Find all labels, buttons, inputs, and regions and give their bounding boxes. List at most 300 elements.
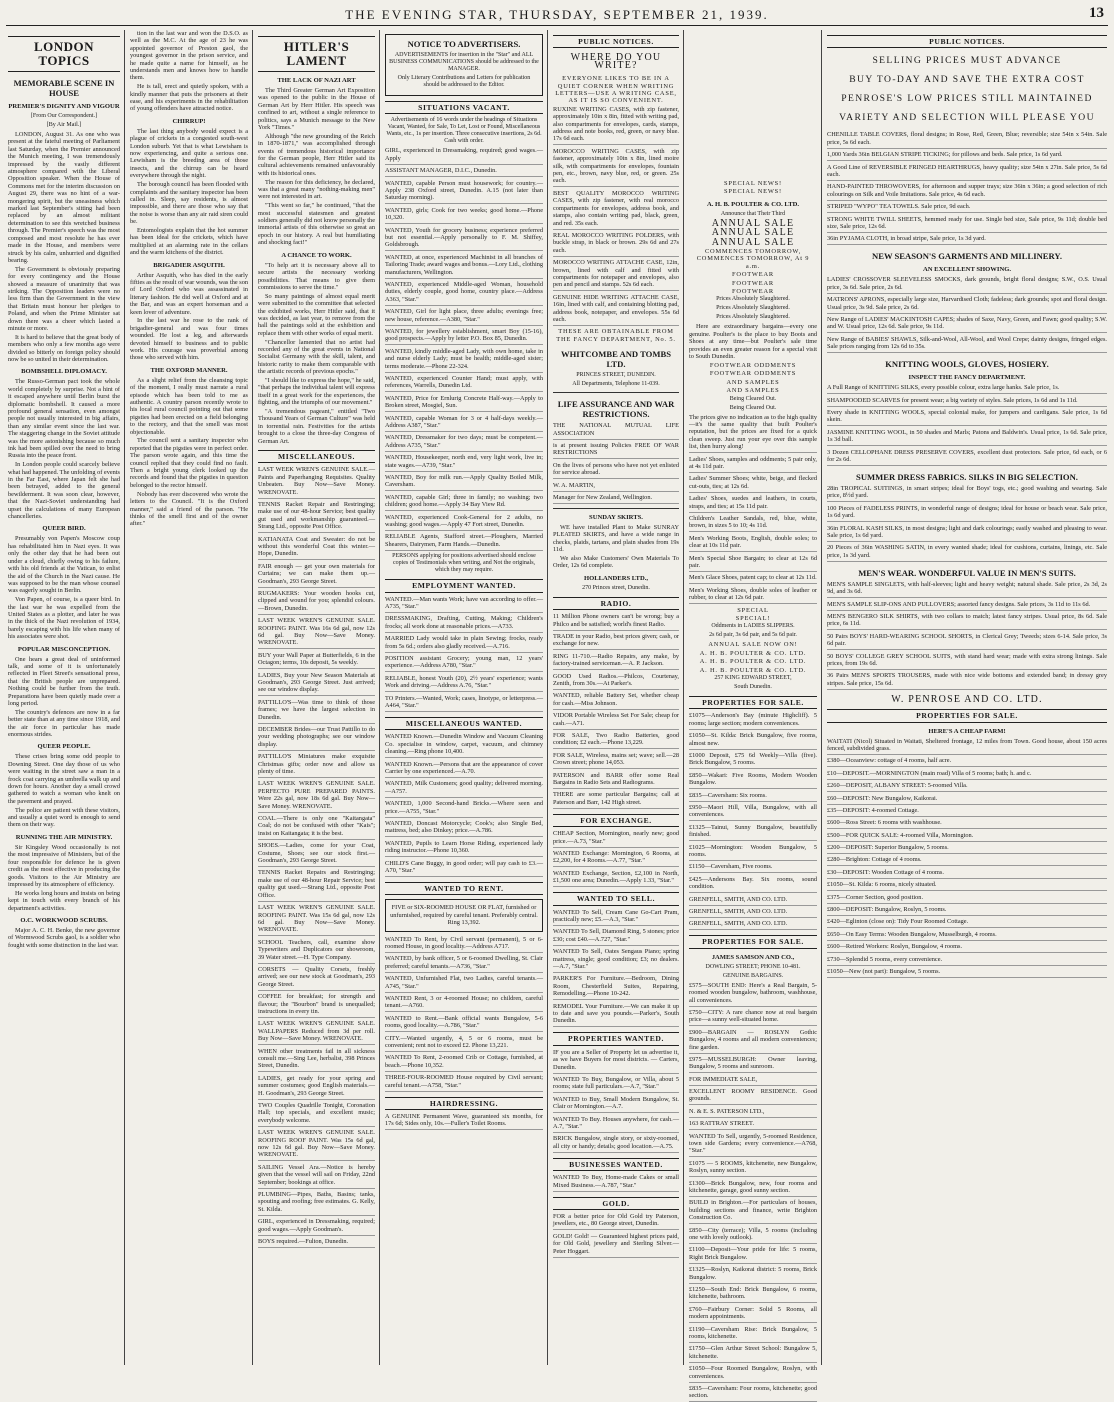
property-ad: GRENFELL, SMITH, AND CO. LTD. [689,920,817,930]
property-ad: £425—Andersons Bay. Six rooms, sound condition. [689,876,817,893]
paragraph: Von Papen, of course, is a queer bird. In the last war he was expelled from the United States as a plotter, and later he was in the thick of the Nazi revolution of 1934, barely escaping with his life when many of his associates were shot. [8,596,120,641]
property-ad: £1100—Deposit—Your pride for life: 5 rooms, Right Brick Bungalow. [689,1246,817,1263]
sale-item: Ladies' Shoes, samples and oddments; 5 pair only, at 4s 11d pair. [689,456,817,473]
paragraph: He works long hours and insists on being kept in touch with every branch of his department's activities. [8,889,120,912]
classified-ad: FAIR enough — get your own materials for Curtains; we can make them up.—Goodman's, 293 George Street. [258,563,375,588]
paragraph: Arthur Asquith, who has died in the early fifties as the result of war wounds, was the son of Lord Oxford who was assassinated in literary fashion. He did well at Oxford and at the Bar, and was an expert horseman and a keen lover of adventure. [130,271,248,316]
writing-case-item: MOROCCO WRITING CASES, with zip fastener, approximately 10in x 8in, lined moire silk, with compartments for envelopes, fountain pen, etc., brown, navy blue, red, or green. 25s each. [553,148,679,188]
classified-ad: LAST WEEK WREN'S GENUINE SALE. ROOFING PAINT. Was 16s 6d gal, now 12s 6d gal. Buy Now—Save Money. WRENOVATE. [258,617,375,649]
classified-ad: WANTED, Unfurnished Flat, two Ladies, careful tenants.—A745, "Star." [385,975,543,992]
article-headline: HITLER'S LAMENT [258,36,375,72]
classified-ad: LAST WEEK WREN'S GENUINE SALE. ROOFING ROOF PAINT. Was 15s 6d gal, now 12s 6d gal. Buy Now—Save Money. WRENOVATE. [258,1129,375,1161]
notice-body-2: Only Literary Contributions and Letters for publication should be addressed to the Editor. [397,75,531,88]
paragraph: The council sent a sanitary inspector who reported that the pigsties were in perfect order. The parson wrote again, and this time the council replied that they could find no fault. Then a bright young clerk looked up the records and found that the pigsties in question belonged to the rector himself. [130,437,248,489]
property-ad: £375—Corner Section, good position. [827,894,1107,904]
paragraph: The borough council has been flooded with complaints and the sanitary inspector has been called in. Sleep, say residents, is almost impossible, and there are those who say that the noise is worse than any air raid siren could be. [130,181,248,226]
property-ad: GRENFELL, SMITH, AND CO. LTD. [689,896,817,906]
property-ad: £575—SOUTH END: Here's a Real Bargain, 5-roomed wooden bungalow, bathroom, washhouse, all conveniences. [689,982,817,1007]
commences: COMMENCES TOMORROW, COMMENCES TOMORROW, At 9 a.m. [696,248,810,270]
classified-ad: WANTED.—Man wants Work; have van according to offer.—A735, "Star." [385,596,543,613]
property-ad: £1190—Caversham Rise: Brick Bungalow, 5 rooms, kitchenette. [689,1326,817,1343]
writing-case-item: BEST QUALITY MOROCCO WRITING CASES, with zip fastener, with real morocco compartments for envelopes, address book, and stamps, also contain writing pad, black, green, and red. 35s each. [553,190,679,230]
classified-ad: WANTED, for jewellery establishment, smart Boy (15-16), good prospects.—Apply by letter P.O. Box 85, Dunedin. [385,328,543,345]
paragraph: In London people could scarcely believe what had happened. The unfolding of events in the Far East, where Japan felt she had been betrayed, added to the general bewilderment. It was soon clear, however, that the Nazi-Soviet understanding had upset the calculations of many European chancelleries. [8,461,120,521]
classified-ad: SHOES.—Ladies, come for your Coat, Costume, Shoes; see our stock first.—Goodman's, 293 George Street. [258,842,375,867]
sale-item: A Full Range of KNITTING SILKS, every possible colour, extra large hanks. Sale price, 1s. [827,384,1107,394]
paragraph: He is tall, erect and quietly spoken, with a kindly manner that puts the prisoners at their ease, and his experiments in the rehabilitation of young offenders have attracted notice. [130,83,248,113]
section-subheading: AN EXCELLENT SHOWING. [923,266,1011,274]
classified-ad: WANTED, Boy for milk run.—Apply Quality Boiled Milk, Caversham. [385,474,543,491]
special-news-2: SPECIAL NEWS! [724,188,782,196]
property-ad: £800—DEPOSIT: Bungalow, Roslyn, 5 rooms. [827,906,1107,916]
classified-ad: WANTED To Buy, Home-made Cakes or small Mixed Business.—A.787, "Star." [553,1174,679,1191]
classified-list [258,466,375,1248]
classified-ad: KATIANATA Coat and Sweater: do not be without this wonderful Coat this winter.—Hope, Dunedin. [258,536,375,561]
newspaper-title: THE EVENING STAR, THURSDAY, SEPTEMBER 21, 1939. [345,7,769,22]
oddments: FOOTWEAR ODDMENTS [709,370,797,378]
column-rule [547,30,548,1365]
property-ad: £1150—Caversham, Five rooms. [689,863,817,873]
paragraph: In the last war he rose to the rank of brigadier-general and was four times wounded. He lost a leg, and afterwards devoted himself to business and to public work. His courage was proverbial among those who served with him. [130,317,248,362]
column-rule [252,30,253,1365]
sale-item: 20 Pieces of 36in WASHING SATIN, in every wanted shade; ideal for cushions, curtains, linings, etc. Sale price, 1s 3d yard. [827,544,1107,561]
paragraph: WE have installed Plant to Make SUNRAY PLEATED SKIRTS, and have a wide range in checks, plaids, tartans, and plain shades from 19s 11d. [553,523,679,554]
property-ad: £1050—St. Kilda: Brick Bungalow, five rooms, almost new. [689,732,817,749]
hollanders-name: HOLLANDERS LTD., [583,574,649,582]
classified-ad: LAST WEEK WREN'S GENUINE SALE. PERFECTO PURE PREPARED PAINTS. Were 22s gal, now 18s 6d gal. Buy Now—Save Money. WRENOVATE. [258,780,375,812]
section-heading-employment: EMPLOYMENT WANTED. [385,579,543,592]
paragraph: We also Make Customers' Own Materials To Order, 12s 6d complete. [553,554,679,570]
paragraph: Here are extraordinary bargains—every one genuine. Poulter's is the place to buy Boots and Shoes at any time—but Poulter's sale time provides an even greater reason for a special visit to South Dunedin. [689,323,817,361]
classified-ad: DECEMBER Brides—our Trust Pattillo to do your wedding photographs; see our window display. [258,726,375,751]
property-ad: £730—Splendid 5 rooms, every convenience. [827,956,1107,966]
classified-ad: COFFEE for breakfast; for strength and flavour; the "Bourbon" brand is unequalled; instructions in every tin. [258,993,375,1018]
headline-line: BUY TO-DAY AND SAVE THE EXTRA COST [849,74,1085,86]
page-number: 13 [1089,5,1104,21]
classified-ad: WANTED, Milk Customers; good quality; delivered morning.—A757. [385,780,543,797]
property-ad: WANTED To Sell, urgently, 5-roomed Residence, town side Gardens; every convenience.—A768, "Star." [689,1133,817,1158]
classified-ad: FOR SALE, Wireless, mains set; wave; sell.—28 Crown street; phone 14,053. [553,752,679,769]
classified-ad: WANTED, experienced Counter Hand; must apply, with references, Warrells, Dunedin Ltd. [385,375,543,392]
writing-case-item: REAL MOROCCO WRITING FOLDERS, with buckle strap, in black or brown. 29s 6d and 27s each. [553,232,679,257]
classified-ad: WANTED, Doncast Motorcycle; Cook's; also Single Bed, mattress, bed; also Dinkey; price.—A.786. [385,820,543,837]
paragraph: The last thing anybody would expect is a plague of crickets in a congested south-west London suburb. Yet that is what Lewisham is now experiencing, and quite a serious one. Lewisham is the breeding area of those insects, and the chirrup can be heard everywhere through the night. [130,127,248,180]
classified-ad: WANTED, Housekeeper, north end, very light work, live in; state wages.—A739, "Star." [385,454,543,471]
section-heading: QUEER PEOPLE. [37,743,91,751]
footwear: FOOTWEAR [732,288,774,296]
divider [553,392,679,393]
sale-item: 36in FLORAL KASH SILKS, in most designs; light and dark colourings; easily washed and pleasing to wear. Sale price, 1s 6d yard. [827,525,1107,542]
classified-ad: WANTED, capable Person must housework; for country.—Apply 238 Oxford street, Dunedin. A.15 (not later than Saturday morning). [385,180,543,205]
classified-ad: WANTED, Youth for grocery business; experience preferred but not essential.—Apply personally to F. M. Shiffey, Goldsbrough. [385,227,543,252]
special-news: SPECIAL NEWS! [724,180,782,187]
classified-ad: PLUMBING—Pipes, Baths, Basins; tanks, spouting and roofing; free estimates. G. Kelly, St. Kilda. [258,1191,375,1216]
property-ad: £650—On Easy Terms: Wooden Bungalow, Musselburgh, 4 rooms. [827,931,1107,941]
section-heading-misc-wanted: MISCELLANEOUS WANTED. [385,717,543,730]
footwear: FOOTWEAR [732,279,774,287]
sale-item: STRIPED "WYPO" TEA TOWELS. Sale price, 9d each. [827,203,1107,213]
classified-ad: BOYS required.—Fulton, Dunedin. [258,1238,375,1248]
sale-item: 36 Pairs MEN'S SPORTS TROUSERS, made with nice wide bottoms and extended band; in dressy grey stripes. Sale price, 15s 6d. [827,672,1107,689]
sale-item: MEN'S SAMPLE SINGLETS, with half-sleeves; light and heavy weight; natural shade. Sale price, 2s 3d, 2s 9d, and 3s 6d. [827,581,1107,598]
byline-mail: [By Air Mail.] [46,122,82,128]
sale-item: The prices give no indication as to the high quality—it's the same quality that built Poulter's reputation, but the prices are fixed for a quick clean sweep. Just run your eye over this sample list, then hurry along! [689,414,817,454]
section-heading: MEN'S WEAR. WONDERFUL VALUE IN MEN'S SUITS. [858,567,1076,578]
sale-item: 1,000 Yards 36in BELGIAN STRIPE TICKING; for pillows and beds. Sale price, 1s 6d yard. [827,151,1107,161]
classified-ad: WANTED To Buy. Houses anywhere, for cash.—A.7, "Star." [553,1116,679,1133]
classified-ad: WANTED To Sell, Cream Cane Go-Cart Pram, practically new; £5.—A.3, "Star." [553,909,679,926]
sale-item-list [827,276,1107,353]
property-ad: £30—DEPOSIT: Wooden Cottage of 4 rooms. [827,869,1107,879]
property-ad: £380—Oceanview: cottage of 4 rooms, half acre. [827,757,1107,767]
column-rule [683,30,684,1365]
section-heading: O.C. WORKWOOD SCRUBS. [20,916,108,924]
classified-ad: RUGMAKERS: Your wooden hooks cut, clipped and wound for you; splendid colours.—Brown, Dunedin. [258,590,375,615]
classified-ad: WANTED To Buy, Bungalow, or Villa, about 5 rooms; state full particulars.—A.7, "Star." [553,1076,679,1093]
oddments-slippers: Oddments in LADIES SLIPPERS. [711,623,795,630]
classified-ad: WANTED, Price for Ernlurig Concrete Half-way.—Apply to Broken street, Mosgiel, Sun. [385,395,543,412]
paragraph: The police are patient with these visitors, and usually a quiet word is enough to send them on their way. [8,806,120,829]
classified-ad: WANTED to Rent.—Bank official wants Bungalow, 5-6 rooms, good locality.—A.786, "Star." [385,1015,543,1032]
classified-ad: TENNIS Racket Repairs and Restringing; make use of our 48-hour Repair Service; best quality gut used.—Strang Ltd., opposite Post Office. [258,869,375,901]
classified-ad: 11 Million Phone owners can't be wrong; buy a Philco and be satisfied; world's finest Radio. [553,613,679,630]
classified-ad: GIRL, experienced in Dressmaking, required; good wages.—Apply [385,147,543,164]
property-ad: £975—MUSSELBURGH: Owner leaving, Bungalow, 5 rooms and sunroom. [689,1056,817,1073]
oddments: FOOTWEAR ODDMENTS [709,361,797,369]
sale-item: Men's Special Shoe Bargain; to clear at 12s 6d pair. [689,555,817,572]
article-subhead-2: PREMIER'S DIGNITY AND VIGOUR [8,103,120,110]
sale-item: HAND-PAINTED THROWOVERS, for afternoon and supper trays; size 36in x 36in; a good selection of rich colourings on Silk and Voile Imitations. Sale price, 4s 6d each. [827,183,1107,200]
section-heading: BRIGADIER ASQUITH. [153,261,225,269]
prices-line: Prices Absolutely Slaughtered. [716,314,790,321]
life-body-line: is at present issuing Policies FREE OF WAR RESTRICTIONS [553,442,679,459]
property-list [689,982,817,1402]
sale-item: STRONG WHITE TWILL SHEETS, hemmed ready for use. Single bed size, Sale price, 9s 11d; double bed size, Sale price, 12s 6d. [827,216,1107,233]
section-heading-public-notices: PUBLIC NOTICES. [827,35,1107,48]
sale-now-on: ANNUAL SALE NOW ON! [708,641,798,649]
life-body [553,422,679,504]
poulter-name: A. H. B. POULTER & CO. LTD. [699,649,807,657]
section-heading: POPULAR MISCONCEPTION. [17,645,111,653]
property-ad: WAITATI (Nicol) Situated in Waitati, Sheltered frontage, 12 miles from Town. Good house, about 150 acres fenced, subdivided grass. [827,738,1107,755]
classified-ad: TO Printers.—Wanted, Work; cases, linotype, or letterpress.—A464, "Star." [385,695,543,712]
section-heading-exchange: FOR EXCHANGE. [553,814,679,827]
property-ad: £850—Wakari: Five Rooms, Modern Wooden Bungalow. [689,772,817,789]
sale-item: 28in TROPICAL SUITINGS, in smart stripes; ideal for Boys' togs, etc.; good washing and wearing. Sale price, 8½d yard. [827,485,1107,502]
fancy-dept: THESE ARE OBTAINABLE FROM THE FANCY DEPARTMENT, No. 5. [556,328,676,343]
classified-ad: WANTED, reliable Battery Set, whether cheap for cash.—Miss Johnson. [553,692,679,709]
classified-ad: WANTED, at once, experienced Machinist in all branches of Tailoring Trade; award wages and bonus.—Lory Ltd., clothing manufacturers, Wellington. [385,254,543,279]
life-body-line: Manager for New Zealand, Wellington. [553,494,679,504]
property-ad: £1075—Anderson's Bay (minute Highcliff). 5 rooms; large section; modern conveniences. [689,712,817,729]
property-ad: £1750—Glen Arthur Street School: Bungalow 5, kitchenette. [689,1345,817,1362]
paragraph: The Government is obviously preparing for every contingency and the House showed a measure of unanimity that was striking. The Opposition leaders were no less firm than the Government in the view that Britain must honour her pledges to Poland, and when the Prime Minister sat down there was a cheer which lasted a minute or more. [8,265,120,332]
sale-item: LADIES' CROSSOVER SLEEVELESS SMOCKS, dark grounds, bright floral designs; S.W., O.S. Usual price, 3s 6d. Sale price, 2s 6d. [827,276,1107,293]
prices-line: Prices Absolutely Slaughtered. [716,296,790,303]
classified-list [385,936,543,1092]
writing-case-item: RUXINE WRITING CASES, with zip fastener, approximately 10in x 8in, fitted with writing pad, also compartments for envelopes, cards, stamps, address and note books, red, green, or navy blue. 17s 6d each. [553,106,679,146]
rent-box [385,899,543,931]
classified-list [553,1213,679,1258]
sale-item: 50 Pairs BOYS' HARD-WEARING SCHOOL SHORTS, in Clerical Grey; Tweeds; sizes 6-14. Sale price, 3s 6d pair. [827,633,1107,650]
section-heading: THE OXFORD MANNER. [150,366,228,374]
section-heading: RUNNING THE AIR MINISTRY. [15,833,113,841]
classified-ad: RELIABLE Agents, Stafford street.—Ploughers, Married Shearers, Dairymen, Farm Hands.—Dunedin. [385,533,543,550]
classified-list [385,147,543,550]
paragraph: Presumably von Papen's Moscow coup has rehabilitated him in Nazi eyes. It was only the other day that he had been out under a cloud, chiefly owing to his failure, with his old friends at the Vatican, to enlist the aid of the Church in the Nazi cause. He was supposed to be the man whose counsel was eagerly sought in Berlin. [8,535,120,595]
headline-line: SELLING PRICES MUST ADVANCE [872,55,1062,67]
column-hitlers-lament [258,30,375,1365]
classified-ad: WANTED, kindly middle-aged Lady, with own home, take in and nurse elderly Lady; must be health; middle-aged sister; terms moderate.—Phone 22-324. [385,348,543,373]
property-ad: £750—CITY: A rare chance now at real bargain price—a sunny well-situated home. [689,1009,817,1026]
classified-ad: THERE are some particular Bargains; call at Paterson and Barr, 142 High street. [553,791,679,808]
property-ad: £600—Ross Street: 6 rooms with washhouse. [827,819,1107,829]
classified-ad: LADIES, get ready for your spring and summer costumes; good English materials.—H. Goodman's, 293 George Street. [258,1075,375,1100]
classified-ad: WANTED Rent, 3 or 4-roomed House; no children, careful tenant.—A760. [385,995,543,1012]
property-ad: £280—Brighton: Cottage of 4 rooms. [827,856,1107,866]
property-ad: £420—Eglinton (close on): Tidy Four Roomed Cottage. [827,918,1107,928]
classified-ad: WANTED, girls; Cook for two weeks; good home.—Phone 10,320. [385,207,543,224]
classified-ad: A GENUINE Permanent Wave, guaranteed six months, for 17s 6d; Sides only, 10s.—Fuller's Toilet Rooms. [385,1113,543,1130]
prices-line: Prices Absolutely Slaughtered. [716,305,790,312]
property-ad: £35—DEPOSIT: 4-roomed Cottage. [827,807,1107,817]
property-ad: £1300—Brick Bungalow, new, four rooms and kitchenette, garage, good sunny section. [689,1180,817,1197]
classified-ad: RING 11-710.—Radio Repairs, any make, by factory-trained serviceman.—A. P. Jackson. [553,653,679,670]
classified-ad: THREE-FOUR-ROOMED House required by Civil servant; careful tenant.—A758, "Star." [385,1074,543,1091]
paragraph: The reason for this deficiency, he declared, was that a great many "nothing-making men" were not interested in art. [258,178,375,201]
column-public-notices [553,30,679,1365]
property-ad: £1250—South End: Brick Bungalow, 6 rooms, kitchenette, bathroom. [689,1286,817,1303]
sunday-heading: SUNDAY SKIRTS. [589,513,643,521]
paragraph: tion in the last war and won the D.S.O. as well as the M.C. At the age of 23 he was appointed governor of Preston gaol, the youngest governor in the prison service, and he made quite a name for himself, as he understands men and knows how to handle them. [130,30,248,82]
classified-ad: WANTED, capable Woman for 3 or 4 half-days weekly.—Address A387, "Star." [385,415,543,432]
samson-name: JAMES SAMSON AND CO., [711,953,795,961]
sale-item: A Good Line of REVERSIBLE FRINGED HEARTHRUGS, heavy quality; size 54in x 27in. Sale price, 5s 6d each. [827,164,1107,181]
poulter-name: A. H. B. POULTER & CO. LTD. [699,666,807,674]
section-heading-properties-wanted: PROPERTIES WANTED. [553,1032,679,1045]
classified-ad: VIDOR Portable Wireless Set For Sale; cheap for cash.—A71. [553,712,679,729]
property-ad: £10—DEPOSIT.—MORNINGTON (main road) Villa of 5 rooms; bath; h. and c. [827,770,1107,780]
section-heading: QUEER BIRD. [42,525,86,533]
poulter-address-2: South Dunedin. [734,683,772,690]
paragraph: These crises bring some odd people to Downing Street. One day those of us who were waiting in the street saw a man in a frock coat carrying an umbrella walk up and down for hours. Another day a small crowd gathered to watch a woman who knelt on the pavement and prayed. [8,753,120,805]
classified-ad: BUY your Wall Paper at Butterfields, 6 in the Octagon; terms, 10s deposit, 5s weekly. [258,652,375,669]
paragraph: Sir Kingsley Wood occasionally is not the most impressive of Ministers, but of the four responsible for defence he is given credit as the most effective in producing the goods. Visitors to the Air Ministry are impressed by its atmosphere of efficiency. [8,843,120,888]
sale-item: New Range of BABIES' SHAWLS, Silk-and-Wool, All-Wool, and Wool Crepe; dainty designs, fringed edges. Sale prices ranging from 12s 6d to 35s. [827,336,1107,353]
classified-list [553,909,679,1028]
sale-item: SHAMPOODED SCARVES for present wear; a big variety of styles. Sale prices, 1s 6d and 1s 11d. [827,397,1107,407]
classified-ad: POSITION assistant Grocery; young man, 12 years' experience.—Address A780, "Star." [385,655,543,672]
paragraph: The country's defences are now in a far better state than at any time since 1918, and the air force in particular has made enormous strides. [8,708,120,739]
classified-ad: TWO Couples Quadrille Tonight, Coronation Hall; top specials, and excellent music; everybody welcome. [258,1102,375,1127]
property-list [827,738,1107,978]
sale-item: JASMINE KNITTING WOOL, in 50 shades and Marls; Patons and Baldwin's. Usual price, 1s 6d. Sale price, 1s 3d ball. [827,429,1107,446]
classified-ad: COAL.—There is only one "Kaitangata" Coal; do not be confused with other "Kais"; insist on Kaitangata; it is the best. [258,815,375,840]
sale-item: Men's Working Shoes, double soles of leather or rubber, to clear at 12s 6d pair. [689,587,817,604]
classified-ad: TRADE in your Radio, best prices given; cash, or exchange for new. [553,633,679,650]
column-rule [821,30,822,1365]
paragraph: "This went so far," he continued, "that the most successful statesmen and greatest soldiers generally did not know personally the immortal artists of this otherwise so great an epoch in our history. A real but humiliating and shocking fact!" [258,202,375,247]
classified-ad: WANTED, Pupils to Learn Horse Riding, experienced lady riding instructor.—Phone 10,360. [385,840,543,857]
column-london-topics [8,30,120,1365]
classified-ad: TENNIS Racket Repair and Restringing; make use of our 48-hour Service; best quality gut used and workmanship guaranteed.—Strang Ltd., opposite Post Office. [258,501,375,533]
writing-case-list [553,106,679,326]
headline-line: PENROSE'S LOW PRICES STILL MAINTAINED [841,93,1093,105]
classified-ad: IF you are a Seller of Property let us advertise it, as we have Buyers for most districts. — Carters, Dunedin. [553,1049,679,1074]
sale-item: 100 Pieces of FADELESS PRINTS, in wonderful range of designs; ideal for house or beach wear. Sale price, 1s 6d yard. [827,505,1107,522]
masthead [6,4,1108,26]
sale-item-list [827,384,1107,466]
section-heading-properties-3: PROPERTIES FOR SALE. [827,709,1107,722]
applicants-note: PERSONS applying for positions advertised should enclose copies of Testimonials when writing, and Not the originals, which they may require. [392,553,536,574]
classified-ad: REMODEL Your Furniture.—We can make it up to date and save you pounds.—Parker's, South Dunedin. [553,1003,679,1028]
property-ad: £260—DEPOSIT, ALBANY STREET: 5-roomed Villa. [827,782,1107,792]
cleared: Being Cleared Out. [729,404,777,411]
classified-ad: GOOD Used Radios.—Philcos, Courtenay, Zenith, from 30s.—At Parker's. [553,673,679,690]
classified-list [385,596,543,712]
notice-title: NOTICE TO ADVERTISERS. [407,39,521,49]
special: SPECIAL! [735,614,771,622]
life-body-line: On the lives of persons who have not yet enlisted for service abroad. [553,462,679,479]
property-ad: £835—Caversham: Six rooms. [689,792,817,802]
column-rule [379,30,380,1365]
sale-item: 36in PYJAMA CLOTH, in broad stripe, Sale price, 1s 3d yard. [827,235,1107,245]
classified-ad: MARRIED Lady would take in plain Sewing; frocks, ready from 5s 6d.; orders also gladly received.—A.716. [385,635,543,652]
section-heading-public-notices: PUBLIC NOTICES. [553,35,679,48]
classified-ad: CHEAP Section, Mornington, nearly new; good price.—A.73, "Star." [553,830,679,847]
property-ad: £850—City (terrace); Villa, 5 rooms (including one with lovely outlook). [689,1227,817,1244]
sale-item: 3 Dozen CELLOPHANE DRESS PRESERVE COVERS, excellent dust protectors. Sale price, 6d each, or 6 for 2s 6d. [827,449,1107,466]
sale-item-list [827,131,1107,245]
classified-ad: WANTED Known.—Persons that are the appearance of cover Carrier by one experienced.—A.70. [385,761,543,778]
classified-ad: WANTED, 1,000 Second-hand Bricks.—Where seen and price.—A755, "Star." [385,800,543,817]
classified-list [553,1174,679,1191]
firm-name: WHITCOMBE AND TOMBS LTD. [561,349,671,370]
property-ad: £760—Fairbury Corner: Solid 5 Rooms, all modern appointments. [689,1306,817,1323]
sale-item-list [827,581,1107,690]
property-ad: £1050—Four Roomed Bungalow, Roslyn, with conveniences. [689,1365,817,1382]
sale-item: MEN'S SAMPLE SLIP-ONS AND PULLOVERS; assorted fancy designs. Sale prices, 3s 11d to 11s 6d. [827,601,1107,611]
section-heading: SUMMER DRESS FABRICS. SILKS IN BIG SELECTION. [856,471,1078,482]
section-subheading: INSPECT THE FANCY DEPARTMENT. [908,374,1026,382]
section-heading-miscellaneous: MISCELLANEOUS. [258,450,375,463]
hollanders-address: 270 Princes street, Dunedin. [582,584,650,591]
classified-ad: WANTED, Girl for light place, three adults; evenings free; new house, reference.—A380, "Star." [385,308,543,325]
column-penrose-sale [827,30,1107,1365]
property-ad: 163 RATTRAY STREET. [689,1120,817,1130]
property-ad: £200—DEPOSIT: Superior Bungalow, 5 rooms. [827,844,1107,854]
property-ad: £835—Caversham: Four rooms, kitchenette; good section. [689,1385,817,1402]
sale-item: Men's Working Boots, English, double soles; to clear at 10s 11d pair. [689,535,817,552]
section-heading-wanted-rent: WANTED TO RENT. [385,882,543,895]
property-ad: BUILD in Brighton.—For particulars of houses, building sections and finance, write Brighton Construction Co. [689,1199,817,1224]
annual-sale: ANNUAL SALE [711,236,795,248]
classified-ad: WANTED To Sell, Oates Sengaus Piano; spring mattress, single; good condition; £3; no dealers.—A.7, "Star." [553,948,679,973]
classified-ad: DRESSMAKING, Drafting, Cutting, Making; Children's frocks; all work done at reasonable prices.—A733. [385,615,543,632]
oddments: AND SAMPLES [726,378,780,386]
rent-box-text: FIVE or SIX-ROOMED HOUSE OR FLAT, furnished or unfurnished, required by careful tenant. Preferably central. Ring 13,392. [390,904,538,927]
paragraph: So many paintings of almost equal merit were submitted to the committee that selected the exhibited works, Herr Hitler said, that it was decided, as last year, to remove from the hall the paintings sold at the exhibition and replace them with other works of equal merit. [258,292,375,337]
samson-genuine: GENUINE BARGAINS. [722,972,784,979]
sale-item: Children's Leather Sandals, red, blue, white, brown, in sizes 5 to 10; 4s 11d. [689,515,817,532]
property-ad: £1025—Mornington: Wooden Bungalow, 5 rooms. [689,844,817,861]
classified-list [553,830,679,887]
classified-list [385,1113,543,1130]
property-ad: £950—Maori Hill, Villa, Bungalow, with all conveniences. [689,804,817,821]
paragraph: Nobody has ever discovered who wrote the letters to the Council. "It is the Oxford manner," said a friend of the parson. "He thinks of the smell first and of the owner after." [130,490,248,528]
sale-item: Men's Glace Shoes, patent cap; to clear at 12s 11d. [689,574,817,584]
firm-telephone: All Departments, Telephone 11-039. [572,381,660,388]
section-heading: CHIRRUP! [172,117,206,125]
section-heading: NEW SEASON'S GARMENTS AND MILLINERY. [872,251,1062,262]
sale-item: Ladies' Shoes, suedes and leathers, in courts, straps, and ties; at 15s 11d pair. [689,495,817,512]
sale-item: 50 BOYS' COLLEGE GREY SCHOOL SUITS, with stand hard wear; made with extra strong linings. Sale prices, from 19s 6d. [827,653,1107,670]
poulter-name: A. H. B. POULTER & CO. LTD. [706,200,800,208]
paragraph: "A tremendous pageant," entitled "Two Thousand Years of German Culture" was held in torrential rain. Festivities for the artists brought to a close the three-day Congress of German Art. [258,407,375,445]
classified-ad: WANTED Exchange: Mornington, 6 Rooms, at £2,200, for 4 Rooms.—A.77, "Star." [553,850,679,867]
classified-ad: WANTED to Buy, Small Modern Bungalow, St. Clair or Mornington.—A.7. [553,1096,679,1113]
classified-ad: WANTED, experienced Middle-aged Woman, household duties, elderly couple, good home, country place.—Address A363, "Star." [385,281,543,306]
column-london-topics-cont [130,30,248,1365]
property-ad: N. & E. S. PATERSON LTD., [689,1108,817,1118]
article-subhead: MEMORABLE SCENE IN HOUSE [13,78,115,98]
classified-ad: WANTED, experienced Cook-General for 2 adults, no washing; good wages.—Apply 47 Fort street, Dunedin. [385,514,543,531]
property-ad: £1325—Tainui, Sunny Bungalow, beautifully finished. [689,824,817,841]
sale-item: Every shade in KNITTING WOOLS, special colonial make, for jumpers and cardigans. Sale price, 1s 6d skein. [827,409,1107,426]
paragraph: The Russo-German pact took the whole world completely by surprise. Not a hint of it escaped anywhere until Berlin burst the diplomatic bombshell. It caused a more profound general sensation, even amongst people not usually interested in big affairs, than any similar event since the last war. The staggering change in the Soviet attitude was the more astonishing because so much ink had been spilled over the need to bring Russia into the peace front. [8,378,120,460]
divider [553,508,679,509]
classified-ad: WANTED, by bank officer, 5 or 6-roomed Dwelling, St. Clair preferred; careful tenants.—A736, "Star." [385,955,543,972]
notice-body: ADVERTISEMENTS for insertion in the "Star" and ALL BUSINESS COMMUNICATIONS should be addressed to the MANAGER. [389,52,539,72]
classified-ad: FOR a better price for Old Gold try Paterson, jewellers, etc., 80 George street, Dunedin. [553,1213,679,1230]
section-heading-gold: GOLD. [553,1197,679,1210]
article-headline: LONDON TOPICS [8,36,120,72]
notice-box [385,34,543,96]
section-heading-radio: RADIO. [553,597,679,610]
classified-ad: CHILD'S Cane Buggy, in good order; will pay cash to £3.—A70, "Star." [385,860,543,877]
classified-ad: LAST WEEK WREN'S GENUINE SALE. ROOFING PAINT. Was 15s 6d gal, now 12s 6d gal. Buy Now—Save Money. WRENOVATE. [258,904,375,936]
classified-ad: PATERSON and BARR offer some Real Bargains in Radio Sets and Radiograms. [553,772,679,789]
classified-ad: GOLD! Gold! — Guaranteed highest prices paid, for Old Gold, jewellery and Sterling Silver.—Peter Hoggart. [553,1233,679,1258]
section-heading: KNITTING WOOLS, GLOVES, HOSIERY. [885,359,1049,370]
sale-item: CHENILLE TABLE COVERS, floral designs; in Rose, Red, Green, Blue; reversible; size 54in x 54in. Sale price, 5s 6d each. [827,131,1107,148]
classified-ad: PARKER'S For Furniture.—Bedroom, Dining Room, Chesterfield Suites, Repairing, Remodelling.—Phone 10-242. [553,975,679,1000]
classified-list [553,1049,679,1153]
classified-ad: WANTED Exchange, Section, £2,100 in North, £1,500 one area; Dunedin.—Apply 1.33, "Star." [553,870,679,887]
classified-ad: SAILING Vessel Ara.—Notice is hereby given that the vessel will sail on Friday, 22nd September; bookings at office. [258,1164,375,1189]
life-body-line: THE NATIONAL MUTUAL LIFE ASSOCIATION [553,422,679,439]
section-heading: BOMBSHELL DIPLOMACY. [21,368,107,376]
article-subhead: THE LACK OF NAZI ART [277,77,356,84]
paragraph: Entomologists explain that the hot summer has been ideal for the crickets, which have multiplied at an alarming rate in the cellars and the warm kitchens of the district. [130,226,248,257]
where-body: EVERYONE LIKES TO BE IN A QUIET CORNER WHEN WRITING LETTERS—USE A WRITING CASE, AS IT IS SO CONVENIENT. [555,75,677,105]
section-heading-businesses-wanted: BUSINESSES WANTED. [553,1158,679,1171]
section-heading: A CHANCE TO WORK. [281,251,352,259]
life-body-line: W. A. MARTIN, [553,482,679,492]
classified-ad: CORSETS — Quality Corsets, freshly arrived; see our new stock at Goodman's, 293 George Street. [258,966,375,991]
writing-case-item: MOROCCO WRITING ATTACHE CASE, 12in, brown, lined with calf and fitted with compartments for notepaper and envelopes, also pen and pencil and stamps. 52s 6d each. [553,259,679,291]
cheap-farm-heading: HERE'S A CHEAP FARM! [928,727,1006,735]
classified-ad: WHEN other treatments fail in all sickness consult me.—Sing Lee, herbalist, 398 Princes Street, Dunedin. [258,1048,375,1073]
property-ad: EXCELLENT ROOMY RESIDENCE. Good grounds. [689,1088,817,1105]
sale-item: MEN'S BENGERO SILK SHIRTS, with two collars to match; latest fancy stripes. Usual price, 8s 6d. Sale price, 6s 11d. [827,613,1107,630]
property-ad: £1075 — 5 ROOMS, kitchenette, new Bungalow, Roslyn, sunny section. [689,1160,817,1177]
classified-ad: SCHOOL Teachers, call, examine show Typewriters and Duplicators our showroom, 39 Water street.—H. Type Company. [258,939,375,964]
property-ad: £60—DEPOSIT: New Bungalow, Kaikorai. [827,795,1107,805]
classified-ad: FOR SALE, Two Radio Batteries, good condition; £2 each.—Phone 13,229. [553,732,679,749]
firm-address: PRINCES STREET, DUNEDIN. [576,372,656,379]
property-ad: £600—Retired Workers: Roslyn, Bungalow, 4 rooms. [827,943,1107,953]
